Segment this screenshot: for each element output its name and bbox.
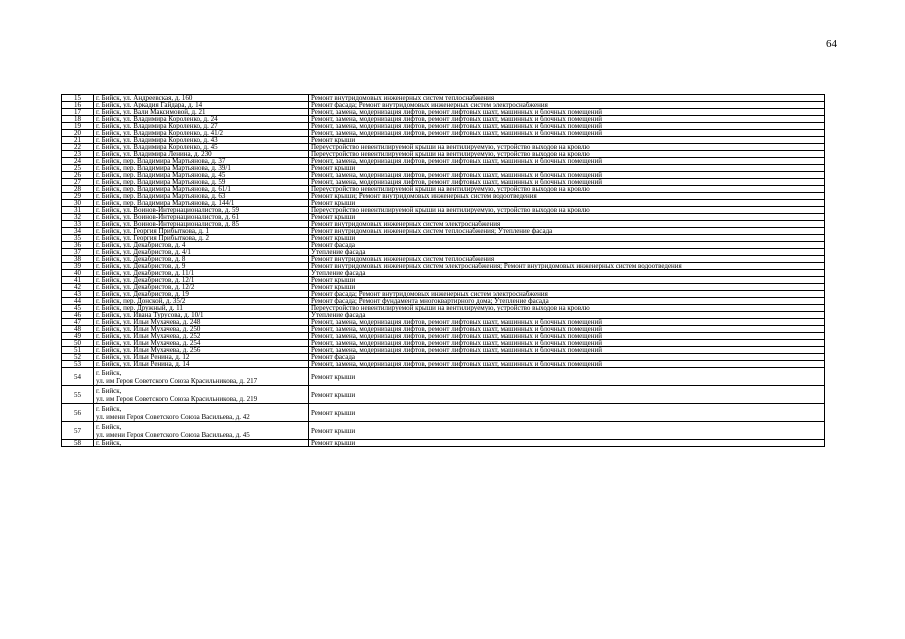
table-row bbox=[62, 404, 825, 422]
work-type-cell: Ремонт внутридомовых инженерных систем электроснабжения bbox=[309, 221, 825, 228]
table-row bbox=[62, 158, 825, 165]
table-row bbox=[62, 277, 825, 284]
work-type-cell: Ремонт, замена, модернизация лифтов, ремонт лифтовых шахт, машинных и блочных помещений bbox=[309, 347, 825, 354]
work-type-cell: Ремонт, замена, модернизация лифтов, ремонт лифтовых шахт, машинных и блочных помещений bbox=[309, 123, 825, 130]
table-row bbox=[62, 284, 825, 291]
row-number: 49 bbox=[62, 333, 94, 340]
address-cell: г. Бийск, ул. Ильи Ренина, д. 12 bbox=[94, 354, 309, 361]
address-cell: г. Бийск, пер. Владимира Мартьянова, д. 63 bbox=[94, 193, 309, 200]
work-type-cell: Ремонт фасада; Ремонт внутридомовых инженерных систем электроснабжения bbox=[309, 291, 825, 298]
row-number: 38 bbox=[62, 256, 94, 263]
work-type-cell: Ремонт крыши bbox=[309, 440, 825, 447]
work-type-cell: Ремонт крыши bbox=[309, 235, 825, 242]
work-type-cell: Ремонт, замена, модернизация лифтов, ремонт лифтовых шахт, машинных и блочных помещений bbox=[309, 109, 825, 116]
row-number: 21 bbox=[62, 137, 94, 144]
work-type-cell: Ремонт, замена, модернизация лифтов, ремонт лифтовых шахт, машинных и блочных помещений bbox=[309, 179, 825, 186]
work-type-cell: Ремонт, замена, модернизация лифтов, ремонт лифтовых шахт, машинных и блочных помещений bbox=[309, 116, 825, 123]
address-cell: г. Бийск, пер. Дружный, д. 11 bbox=[94, 305, 309, 312]
row-number: 29 bbox=[62, 193, 94, 200]
work-type-cell: Ремонт крыши bbox=[309, 277, 825, 284]
address-cell: г. Бийск, ул. Ильи Ренина, д. 14 bbox=[94, 361, 309, 368]
row-number: 54 bbox=[62, 368, 94, 386]
table-row bbox=[62, 270, 825, 277]
address-cell: г. Бийск, bbox=[94, 440, 309, 447]
row-number: 26 bbox=[62, 172, 94, 179]
work-type-cell: Ремонт внутридомовых инженерных систем теплоснабжения bbox=[309, 95, 825, 102]
work-type-cell: Утепление фасада bbox=[309, 312, 825, 319]
address-cell: г. Бийск, пер. Владимира Мартьянова, д. 144/1 bbox=[94, 200, 309, 207]
address-cell bbox=[94, 422, 309, 440]
row-number: 40 bbox=[62, 270, 94, 277]
address-cell bbox=[94, 368, 309, 386]
address-line-2: ул. им Героя Советского Союза Красильникова, д. 217 bbox=[96, 376, 258, 385]
table-row bbox=[62, 214, 825, 221]
row-number: 25 bbox=[62, 165, 94, 172]
table-row bbox=[62, 368, 825, 386]
table-row bbox=[62, 263, 825, 270]
row-number: 24 bbox=[62, 158, 94, 165]
row-number: 45 bbox=[62, 305, 94, 312]
repair-program-table bbox=[61, 94, 825, 447]
address-cell: г. Бийск, ул. Декабристов, д. 4 bbox=[94, 242, 309, 249]
address-cell: г. Бийск, ул. Декабристов, д. 11/1 bbox=[94, 270, 309, 277]
address-cell bbox=[94, 386, 309, 404]
row-number: 37 bbox=[62, 249, 94, 256]
address-line-1: г. Бийск, bbox=[96, 368, 122, 377]
table-row bbox=[62, 340, 825, 347]
work-type-cell: Переустройство невентилируемой крыши на вентилируемую, устройство выходов на кровлю bbox=[309, 151, 825, 158]
address-cell: г. Бийск, ул. Ильи Мухачева, д. 248 bbox=[94, 319, 309, 326]
table-row bbox=[62, 422, 825, 440]
work-type-cell: Утепление фасада bbox=[309, 270, 825, 277]
work-type-cell: Ремонт, замена, модернизация лифтов, ремонт лифтовых шахт, машинных и блочных помещений bbox=[309, 319, 825, 326]
address-cell: г. Бийск, пер. Владимира Мартьянова, д. 59 bbox=[94, 179, 309, 186]
work-type-cell: Ремонт, замена, модернизация лифтов, ремонт лифтовых шахт, машинных и блочных помещений bbox=[309, 130, 825, 137]
table-row bbox=[62, 333, 825, 340]
work-type-cell: Утепление фасада bbox=[309, 249, 825, 256]
row-number: 47 bbox=[62, 319, 94, 326]
address-cell: г. Бийск, ул. Декабристов, д. 19 bbox=[94, 291, 309, 298]
table-body bbox=[62, 95, 825, 447]
work-type-cell: Ремонт крыши bbox=[309, 422, 825, 440]
work-type-cell: Переустройство невентилируемой крыши на вентилируемую, устройство выходов на кровлю bbox=[309, 186, 825, 193]
row-number: 23 bbox=[62, 151, 94, 158]
row-number: 52 bbox=[62, 354, 94, 361]
address-cell: г. Бийск, ул. Владимира Короленко, д. 41/2 bbox=[94, 130, 309, 137]
address-cell: г. Бийск, ул. Декабристов, д. 12/2 bbox=[94, 284, 309, 291]
table-row bbox=[62, 144, 825, 151]
table-row bbox=[62, 95, 825, 102]
row-number: 57 bbox=[62, 422, 94, 440]
row-number: 20 bbox=[62, 130, 94, 137]
address-cell: г. Бийск, ул. Андреевская, д. 160 bbox=[94, 95, 309, 102]
table-row bbox=[62, 242, 825, 249]
table-row bbox=[62, 326, 825, 333]
table-row bbox=[62, 347, 825, 354]
row-number: 46 bbox=[62, 312, 94, 319]
row-number: 34 bbox=[62, 228, 94, 235]
address-line-1: г. Бийск, bbox=[96, 386, 122, 395]
table-row bbox=[62, 109, 825, 116]
address-cell: г. Бийск, ул. Георгия Прибыткова, д. 2 bbox=[94, 235, 309, 242]
address-cell: г. Бийск, ул. Ильи Мухачева, д. 256 bbox=[94, 347, 309, 354]
row-number: 50 bbox=[62, 340, 94, 347]
table-row bbox=[62, 228, 825, 235]
address-cell: г. Бийск, ул. Декабристов, д. 9 bbox=[94, 263, 309, 270]
table-row bbox=[62, 354, 825, 361]
work-type-cell: Ремонт, замена, модернизация лифтов, ремонт лифтовых шахт, машинных и блочных помещений bbox=[309, 172, 825, 179]
address-cell: г. Бийск, пер. Владимира Мартьянова, д. 61/1 bbox=[94, 186, 309, 193]
work-type-cell: Переустройство невентилируемой крыши на вентилируемую, устройство выходов на кровлю bbox=[309, 305, 825, 312]
work-type-cell: Ремонт, замена, модернизация лифтов, ремонт лифтовых шахт, машинных и блочных помещений bbox=[309, 333, 825, 340]
row-number: 41 bbox=[62, 277, 94, 284]
row-number: 56 bbox=[62, 404, 94, 422]
work-type-cell: Ремонт внутридомовых инженерных систем теплоснабжения bbox=[309, 256, 825, 263]
address-cell: г. Бийск, ул. Владимира Короленко, д. 45 bbox=[94, 144, 309, 151]
table-row bbox=[62, 207, 825, 214]
work-type-cell: Переустройство невентилируемой крыши на вентилируемую, устройство выходов на кровлю bbox=[309, 144, 825, 151]
address-cell: г. Бийск, пер. Донской, д. 35/2 bbox=[94, 298, 309, 305]
address-cell: г. Бийск, ул. Ильи Мухачева, д. 250 bbox=[94, 326, 309, 333]
table-row bbox=[62, 291, 825, 298]
row-number: 31 bbox=[62, 207, 94, 214]
address-cell: г. Бийск, ул. Ильи Мухачева, д. 254 bbox=[94, 340, 309, 347]
table-row bbox=[62, 312, 825, 319]
row-number: 30 bbox=[62, 200, 94, 207]
address-line-1: г. Бийск, bbox=[96, 404, 122, 413]
address-cell: г. Бийск, ул. Ильи Мухачева, д. 252 bbox=[94, 333, 309, 340]
table-row bbox=[62, 235, 825, 242]
address-cell: г. Бийск, ул. Вали Максимовой, д. 21 bbox=[94, 109, 309, 116]
table-row bbox=[62, 130, 825, 137]
work-type-cell: Ремонт фасада; Ремонт фундамента многоквартирного дома; Утепление фасада bbox=[309, 298, 825, 305]
work-type-cell: Ремонт крыши bbox=[309, 386, 825, 404]
row-number: 42 bbox=[62, 284, 94, 291]
address-cell: г. Бийск, ул. Воинов-Интернационалистов, д. 59 bbox=[94, 207, 309, 214]
work-type-cell: Ремонт, замена, модернизация лифтов, ремонт лифтовых шахт, машинных и блочных помещений bbox=[309, 158, 825, 165]
row-number: 27 bbox=[62, 179, 94, 186]
work-type-cell: Ремонт крыши bbox=[309, 404, 825, 422]
table-row bbox=[62, 221, 825, 228]
row-number: 18 bbox=[62, 116, 94, 123]
row-number: 36 bbox=[62, 242, 94, 249]
address-cell: г. Бийск, ул. Ивана Турусова, д. 10/1 bbox=[94, 312, 309, 319]
work-type-cell: Ремонт, замена, модернизация лифтов, ремонт лифтовых шахт, машинных и блочных помещений bbox=[309, 361, 825, 368]
address-cell: г. Бийск, пер. Владимира Мартьянова, д. 39/1 bbox=[94, 165, 309, 172]
work-type-cell: Ремонт крыши bbox=[309, 200, 825, 207]
table-row bbox=[62, 256, 825, 263]
row-number: 16 bbox=[62, 102, 94, 109]
table-row bbox=[62, 137, 825, 144]
row-number: 15 bbox=[62, 95, 94, 102]
row-number: 35 bbox=[62, 235, 94, 242]
address-cell bbox=[94, 404, 309, 422]
work-type-cell: Ремонт внутридомовых инженерных систем теплоснабжения; Утепление фасада bbox=[309, 228, 825, 235]
address-cell: г. Бийск, ул. Владимира Короленко, д. 43 bbox=[94, 137, 309, 144]
address-line-1: г. Бийск, bbox=[96, 422, 122, 431]
row-number: 33 bbox=[62, 221, 94, 228]
work-type-cell: Ремонт крыши bbox=[309, 214, 825, 221]
row-number: 51 bbox=[62, 347, 94, 354]
table-row bbox=[62, 102, 825, 109]
address-cell: г. Бийск, ул. Аркадия Гайдара, д. 14 bbox=[94, 102, 309, 109]
table-row bbox=[62, 193, 825, 200]
table-row bbox=[62, 186, 825, 193]
row-number: 32 bbox=[62, 214, 94, 221]
row-number: 22 bbox=[62, 144, 94, 151]
table-row bbox=[62, 172, 825, 179]
row-number: 19 bbox=[62, 123, 94, 130]
table-row bbox=[62, 151, 825, 158]
table-row bbox=[62, 440, 825, 447]
table-row bbox=[62, 361, 825, 368]
address-cell: г. Бийск, ул. Декабристов, д. 12/1 bbox=[94, 277, 309, 284]
work-type-cell: Ремонт крыши bbox=[309, 137, 825, 144]
page-number: 64 bbox=[826, 38, 837, 50]
address-line-2: ул. имени Героя Советского Союза Васильева, д. 45 bbox=[96, 430, 250, 439]
row-number: 53 bbox=[62, 361, 94, 368]
work-type-cell: Ремонт, замена, модернизация лифтов, ремонт лифтовых шахт, машинных и блочных помещений bbox=[309, 326, 825, 333]
address-cell: г. Бийск, пер. Владимира Мартьянова, д. 37 bbox=[94, 158, 309, 165]
work-type-cell: Ремонт, замена, модернизация лифтов, ремонт лифтовых шахт, машинных и блочных помещений bbox=[309, 340, 825, 347]
row-number: 48 bbox=[62, 326, 94, 333]
work-type-cell: Ремонт фасада bbox=[309, 354, 825, 361]
table-row bbox=[62, 165, 825, 172]
table-row bbox=[62, 116, 825, 123]
address-cell: г. Бийск, ул. Владимира Короленко, д. 27 bbox=[94, 123, 309, 130]
table-row bbox=[62, 305, 825, 312]
row-number: 44 bbox=[62, 298, 94, 305]
address-line-2: ул. имени Героя Советского Союза Васильева, д. 42 bbox=[96, 412, 250, 421]
address-cell: г. Бийск, ул. Воинов-Интернационалистов, д. 61 bbox=[94, 214, 309, 221]
address-cell: г. Бийск, ул. Георгия Прибыткова, д. 1 bbox=[94, 228, 309, 235]
address-cell: г. Бийск, ул. Декабристов, д. 8 bbox=[94, 256, 309, 263]
work-type-cell: Ремонт крыши bbox=[309, 165, 825, 172]
table-row bbox=[62, 179, 825, 186]
work-type-cell: Ремонт фасада bbox=[309, 242, 825, 249]
work-type-cell: Ремонт внутридомовых инженерных систем электроснабжения; Ремонт внутридомовых инженерных систем водоотведения bbox=[309, 263, 825, 270]
row-number: 58 bbox=[62, 440, 94, 447]
table-row bbox=[62, 298, 825, 305]
table-row bbox=[62, 319, 825, 326]
row-number: 39 bbox=[62, 263, 94, 270]
work-type-cell: Ремонт крыши bbox=[309, 284, 825, 291]
address-cell: г. Бийск, ул. Владимира Ленина, д. 230 bbox=[94, 151, 309, 158]
row-number: 17 bbox=[62, 109, 94, 116]
work-type-cell: Ремонт фасада; Ремонт внутридомовых инженерных систем электроснабжения bbox=[309, 102, 825, 109]
address-cell: г. Бийск, ул. Владимира Короленко, д. 24 bbox=[94, 116, 309, 123]
work-type-cell: Ремонт крыши bbox=[309, 368, 825, 386]
work-type-cell: Ремонт крыши; Ремонт внутридомовых инженерных систем водоотведения bbox=[309, 193, 825, 200]
work-type-cell: Переустройство невентилируемой крыши на вентилируемую, устройство выходов на кровлю bbox=[309, 207, 825, 214]
address-cell: г. Бийск, ул. Воинов-Интернационалистов, д. 85 bbox=[94, 221, 309, 228]
table-row bbox=[62, 386, 825, 404]
address-cell: г. Бийск, ул. Декабристов, д. 4/1 bbox=[94, 249, 309, 256]
table-row bbox=[62, 123, 825, 130]
address-line-2: ул. им Героя Советского Союза Красильникова, д. 219 bbox=[96, 394, 258, 403]
row-number: 43 bbox=[62, 291, 94, 298]
table-row bbox=[62, 200, 825, 207]
address-cell: г. Бийск, пер. Владимира Мартьянова, д. 45 bbox=[94, 172, 309, 179]
row-number: 55 bbox=[62, 386, 94, 404]
row-number: 28 bbox=[62, 186, 94, 193]
table-row bbox=[62, 249, 825, 256]
